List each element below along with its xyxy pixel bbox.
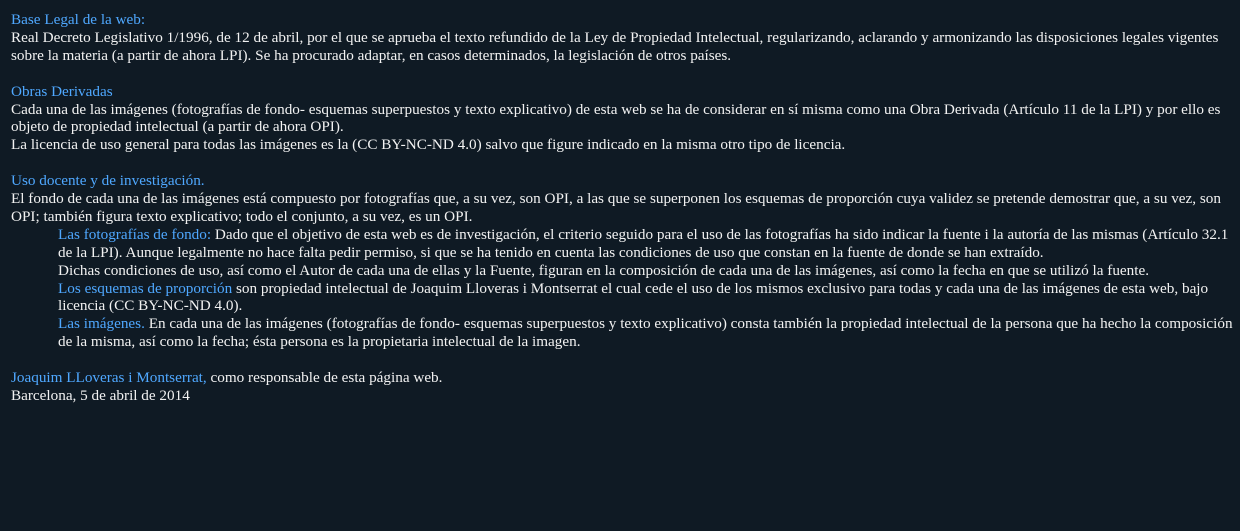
heading-base-legal: Base Legal de la web:	[11, 11, 146, 28]
place-date: Barcelona, 5 de abril de 2014	[11, 386, 190, 404]
esquemas-label: Los esquemas de proporción	[58, 279, 233, 297]
obras-derivadas-paragraph-2: La licencia de uso general para todas las imágenes es la (CC BY-NC-ND 4.0) salvo que figure indicado en la misma otro tipo de licencia.	[11, 136, 846, 154]
heading-uso-docente: Uso docente y de investigación.	[11, 172, 205, 190]
legal-notice	[11, 11, 1233, 423]
section-uso-docente	[11, 172, 1233, 351]
section-obras-derivadas	[11, 83, 1233, 155]
author-name: Joaquim LLoveras i Montserrat,	[11, 369, 207, 387]
imagenes-text: En cada una de las imágenes (fotografías de fondo- esquemas superpuestos y texto explicativo) consta también la propiedad intelectual de la persona que ha hecho la composición de la misma, así como la fecha; ésta persona es la propietaria intelectual de la imagen.	[58, 315, 1233, 351]
section-base-legal	[11, 11, 1233, 65]
author-role: como responsable de esta página web.	[206, 369, 443, 387]
imagenes-label: Las imágenes.	[58, 315, 145, 333]
base-legal-text: Real Decreto Legislativo 1/1996, de 12 de abril, por el que se aprueba el texto refundido de la Ley de Propiedad Intelectual, regularizando, aclarando y armonizando las disposiciones legales vigentes sobre la materia (a partir de ahora LPI). Se ha procurado adaptar, en casos determinados, la legislación de otros países.	[11, 28, 1219, 64]
uso-docente-details	[11, 226, 1233, 351]
fotografias-paragraph	[58, 226, 1233, 262]
esquemas-text: son propiedad intelectual de Joaquim Lloveras i Montserrat el cual cede el uso de los mismos exclusivo para todas y cada una de las imágenes de esta web, bajo licencia (CC BY-NC-ND 4.0).	[58, 279, 1209, 315]
esquemas-paragraph	[58, 280, 1233, 316]
condiciones-paragraph: Dichas condiciones de uso, así como el Autor de cada una de ellas y la Fuente, figuran en la composición de cada una de las imágenes, así como la fecha en que se utilizó la fuente.	[58, 261, 1150, 279]
section-firma	[11, 369, 1233, 405]
heading-obras-derivadas: Obras Derivadas	[11, 82, 113, 100]
author-line	[11, 369, 1233, 387]
obras-derivadas-paragraph-1: Cada una de las imágenes (fotografías de fondo- esquemas superpuestos y texto explicativo) de esta web se ha de considerar en sí misma como una Obra Derivada (Artículo 11 de la LPI) y por ello es objeto de propiedad intelectual (a partir de ahora OPI).	[11, 100, 1221, 136]
fotografias-label: Las fotografías de fondo:	[58, 225, 212, 243]
imagenes-paragraph	[58, 315, 1233, 351]
uso-docente-intro: El fondo de cada una de las imágenes está compuesto por fotografías que, a su vez, son OPI, a las que se superponen los esquemas de proporción cuya validez se pretende demostrar que, a su vez, son OPI; también figura texto explicativo; todo el conjunto, a su vez, es un OPI.	[11, 190, 1221, 225]
fotografias-text: Dado que el objetivo de esta web es de investigación, el criterio seguido para el uso de las fotografías ha sido indicar la fuente i la autoría de las mismas (Artículo 32.1 de la LPI). Aunque legalmente no hace falta pedir permiso, si que se ha tenido en cuenta las condiciones de uso que constan en la fuente de donde se han extraído.	[58, 225, 1229, 261]
